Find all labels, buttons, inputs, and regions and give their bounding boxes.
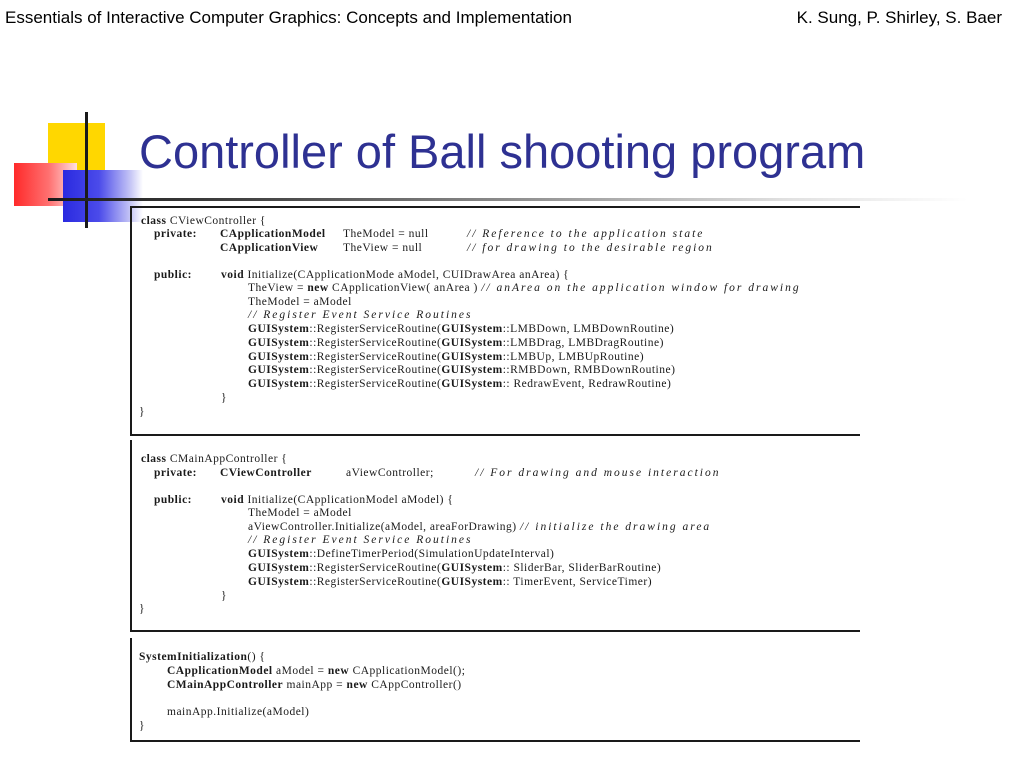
code-line: GUISystem::RegisterServiceRoutine(GUISystem:: TimerEvent, ServiceTimer)	[248, 576, 653, 588]
code-line: GUISystem::RegisterServiceRoutine(GUISystem:: RedrawEvent, RedrawRoutine)	[248, 378, 672, 390]
code-box-view-controller	[130, 206, 860, 436]
code-comment: // Reference to the application state	[467, 228, 705, 240]
code-line: TheView = null	[343, 242, 423, 254]
code-line: TheModel = null	[343, 228, 429, 240]
code-line: private:	[154, 228, 197, 240]
code-line: aViewController.Initialize(aModel, areaForDrawing) // initialize the drawing area	[248, 521, 712, 533]
code-line: TheModel = aModel	[248, 507, 352, 519]
header-authors: K. Sung, P. Shirley, S. Baer	[796, 8, 1002, 27]
code-line: TheModel = aModel	[248, 296, 352, 308]
code-line: }	[221, 590, 228, 602]
code-box-system-initialization	[130, 638, 860, 742]
code-line: CViewController	[220, 467, 312, 479]
header-course-title: Essentials of Interactive Computer Graphics: Concepts and Implementation	[5, 8, 572, 27]
code-line: }	[139, 603, 146, 615]
code-line: void Initialize(CApplicationMode aModel, CUIDrawArea anArea) {	[221, 269, 570, 281]
code-comment: // For drawing and mouse interaction	[475, 467, 721, 479]
code-line: GUISystem::RegisterServiceRoutine(GUISystem::LMBDown, LMBDownRoutine)	[248, 323, 675, 335]
code-line: aViewController;	[346, 467, 434, 479]
code-line: class CMainAppController {	[141, 453, 288, 465]
code-line: GUISystem::RegisterServiceRoutine(GUISystem::LMBUp, LMBUpRoutine)	[248, 351, 645, 363]
code-comment: // for drawing to the desirable region	[467, 242, 714, 254]
decor-vertical-line	[85, 112, 88, 228]
code-line: mainApp.Initialize(aModel)	[167, 706, 310, 718]
code-line: public:	[154, 269, 193, 281]
title-underline	[48, 198, 968, 201]
code-line: GUISystem::RegisterServiceRoutine(GUISystem:: SliderBar, SliderBarRoutine)	[248, 562, 662, 574]
code-line: }	[139, 406, 146, 418]
code-line: TheView = new CApplicationView( anArea ) // anArea on the application window for drawing	[248, 282, 801, 294]
code-line: }	[221, 392, 228, 404]
code-line: SystemInitialization() {	[139, 651, 266, 663]
code-line: private:	[154, 467, 197, 479]
code-comment: // Register Event Service Routines	[248, 309, 473, 321]
code-line: class CViewController {	[141, 215, 266, 227]
code-line: CApplicationView	[220, 242, 319, 254]
code-line: GUISystem::RegisterServiceRoutine(GUISystem::RMBDown, RMBDownRoutine)	[248, 364, 676, 376]
code-line: CApplicationModel aModel = new CApplicationModel();	[167, 665, 466, 677]
code-comment: // Register Event Service Routines	[248, 534, 473, 546]
code-line: void Initialize(CApplicationModel aModel) {	[221, 494, 454, 506]
code-line: CMainAppController mainApp = new CAppController()	[167, 679, 462, 691]
code-line: GUISystem::DefineTimerPeriod(SimulationUpdateInterval)	[248, 548, 555, 560]
code-box-main-app-controller	[130, 440, 860, 632]
code-line: }	[139, 720, 146, 732]
code-line: GUISystem::RegisterServiceRoutine(GUISystem::LMBDrag, LMBDragRoutine)	[248, 337, 664, 349]
code-line: CApplicationModel	[220, 228, 326, 240]
code-line: public:	[154, 494, 193, 506]
slide-title: Controller of Ball shooting program	[139, 125, 866, 178]
